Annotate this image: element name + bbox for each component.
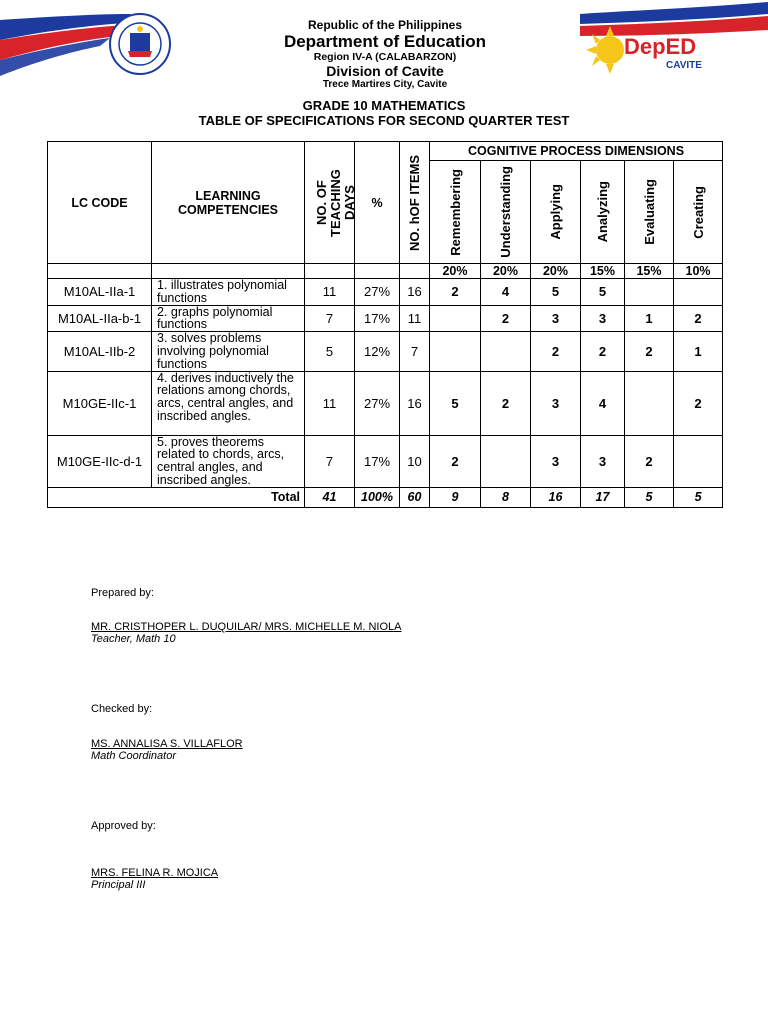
- header-remembering-label: Remembering: [447, 168, 463, 256]
- header-understanding-label: Understanding: [498, 166, 513, 258]
- header-evaluating: [625, 161, 674, 264]
- creating: [674, 435, 723, 487]
- document-title: [0, 98, 768, 128]
- header-cognitive: COGNITIVE PROCESS DIMENSIONS: [430, 142, 723, 161]
- remembering: [430, 332, 481, 371]
- applying: 2: [531, 332, 581, 371]
- specifications-table: [47, 141, 723, 508]
- analyzing: 4: [581, 371, 625, 435]
- weights-row: [48, 264, 723, 279]
- approved-position: Principal III: [91, 879, 146, 891]
- deped-cavite-logo: [570, 20, 730, 78]
- weight-creating: 10%: [674, 264, 723, 279]
- teaching-days: 5: [305, 332, 355, 371]
- header-creating: [674, 161, 723, 264]
- header-analyzing-label: Analyzing: [595, 181, 610, 243]
- deped-seal: [92, 13, 188, 75]
- region-line: Region IV-A (CALABARZON): [313, 51, 457, 63]
- applying: 3: [531, 371, 581, 435]
- competency: 3. solves problems involving polynomial functions: [152, 332, 305, 371]
- header-teaching-days: [305, 142, 355, 264]
- creating: 2: [674, 305, 723, 332]
- weights-spacer: [355, 264, 400, 279]
- teaching-days: 7: [305, 305, 355, 332]
- total-days: 41: [305, 487, 355, 507]
- evaluating: [625, 371, 674, 435]
- competency: 5. proves theorems related to chords, arcs, central angles, and inscribed angles.: [152, 435, 305, 487]
- total-items: 60: [400, 487, 430, 507]
- weight-evaluating: 15%: [625, 264, 674, 279]
- approved-label: Approved by:: [91, 820, 156, 832]
- header-competencies: [152, 142, 305, 264]
- items: 16: [400, 371, 430, 435]
- lc-code: M10GE-IIc-d-1: [48, 435, 152, 487]
- total-understanding: 8: [481, 487, 531, 507]
- weight-applying: 20%: [531, 264, 581, 279]
- competency: 2. graphs polynomial functions: [152, 305, 305, 332]
- republic-line: Republic of the Philippines: [307, 18, 462, 32]
- header-evaluating-label: Evaluating: [641, 179, 657, 245]
- letterhead-text: [190, 18, 580, 91]
- header-understanding: [481, 161, 531, 264]
- total-applying: 16: [531, 487, 581, 507]
- teaching-days: 7: [305, 435, 355, 487]
- approved-name: MRS. FELINA R. MOJICA: [91, 867, 219, 879]
- applying: 3: [531, 435, 581, 487]
- logo-text: DepED: [624, 34, 697, 59]
- table-row: [48, 305, 723, 332]
- header-applying: [531, 161, 581, 264]
- total-label: Total: [48, 487, 305, 507]
- percent: 27%: [355, 279, 400, 306]
- checked-block: [91, 738, 243, 762]
- evaluating: 1: [625, 305, 674, 332]
- header-creating-label: Creating: [690, 185, 706, 239]
- approved-block: [91, 867, 218, 891]
- table-row: [48, 371, 723, 435]
- items: 10: [400, 435, 430, 487]
- evaluating: [625, 279, 674, 306]
- total-remembering: 9: [430, 487, 481, 507]
- understanding: 2: [481, 305, 531, 332]
- city-line: Trece Martires City, Cavite: [322, 79, 448, 90]
- percent: 17%: [355, 435, 400, 487]
- weight-remembering: 20%: [430, 264, 481, 279]
- lc-code: M10GE-IIc-1: [48, 371, 152, 435]
- weights-spacer: [400, 264, 430, 279]
- weights-spacer: [305, 264, 355, 279]
- table-row: [48, 332, 723, 371]
- percent: 17%: [355, 305, 400, 332]
- total-analyzing: 17: [581, 487, 625, 507]
- creating: 1: [674, 332, 723, 371]
- remembering: 5: [430, 371, 481, 435]
- lc-code: M10AL-IIa-b-1: [48, 305, 152, 332]
- teaching-days: 11: [305, 279, 355, 306]
- total-creating: 5: [674, 487, 723, 507]
- header-items-label: NO. hOF ITEMS: [407, 154, 422, 251]
- prepared-position: Teacher, Math 10: [91, 633, 176, 645]
- understanding: [481, 332, 531, 371]
- prepared-label: Prepared by:: [91, 587, 154, 599]
- analyzing: 3: [581, 305, 625, 332]
- percent: 12%: [355, 332, 400, 371]
- applying: 3: [531, 305, 581, 332]
- header-items: [400, 142, 430, 264]
- prepared-block: [91, 621, 402, 645]
- weights-spacer: [48, 264, 152, 279]
- prepared-name: MR. CRISTHOPER L. DUQUILAR/ MRS. MICHELLE M. NIOLA: [91, 621, 402, 633]
- items: 16: [400, 279, 430, 306]
- understanding: 2: [481, 371, 531, 435]
- lc-code: M10AL-IIa-1: [48, 279, 152, 306]
- applying: 5: [531, 279, 581, 306]
- analyzing: 5: [581, 279, 625, 306]
- remembering: [430, 305, 481, 332]
- remembering: 2: [430, 279, 481, 306]
- total-percent: 100%: [355, 487, 400, 507]
- weight-understanding: 20%: [481, 264, 531, 279]
- percent: 27%: [355, 371, 400, 435]
- analyzing: 2: [581, 332, 625, 371]
- weight-analyzing: 15%: [581, 264, 625, 279]
- creating: [674, 279, 723, 306]
- evaluating: 2: [625, 332, 674, 371]
- checked-name: MS. ANNALISA S. VILLAFLOR: [91, 738, 243, 750]
- items: 11: [400, 305, 430, 332]
- letterhead: [0, 0, 768, 90]
- weights-spacer: [152, 264, 305, 279]
- remembering: 2: [430, 435, 481, 487]
- understanding: [481, 435, 531, 487]
- items: 7: [400, 332, 430, 371]
- division-line: Division of Cavite: [326, 63, 444, 79]
- lc-code: M10AL-IIb-2: [48, 332, 152, 371]
- header-applying-label: Applying: [548, 184, 563, 240]
- competency: 4. derives inductively the relations among chords, arcs, central angles, and inscribed angles.: [152, 371, 305, 435]
- department-line: Department of Education: [283, 32, 487, 51]
- checked-label: Checked by:: [91, 703, 153, 715]
- title-line-1: GRADE 10 MATHEMATICS: [302, 98, 466, 113]
- table-row: [48, 279, 723, 306]
- competency: 1. illustrates polynomial functions: [152, 279, 305, 306]
- header-percent: %: [355, 142, 400, 264]
- evaluating: 2: [625, 435, 674, 487]
- teaching-days: 11: [305, 371, 355, 435]
- title-line-2: TABLE OF SPECIFICATIONS FOR SECOND QUARTER TEST: [198, 113, 570, 128]
- table-row: [48, 435, 723, 487]
- creating: 2: [674, 371, 723, 435]
- total-evaluating: 5: [625, 487, 674, 507]
- header-analyzing: [581, 161, 625, 264]
- header-remembering: [430, 161, 481, 264]
- header-lc-code: LC CODE: [48, 142, 152, 264]
- total-row: [48, 487, 723, 507]
- header-teaching-days-label: NO. OF TEACHING DAYS: [313, 168, 357, 237]
- analyzing: 3: [581, 435, 625, 487]
- header-competencies-label: LEARNING COMPETENCIES: [177, 188, 278, 217]
- logo-sub: CAVITE: [666, 60, 702, 71]
- understanding: 4: [481, 279, 531, 306]
- checked-position: Math Coordinator: [91, 750, 176, 762]
